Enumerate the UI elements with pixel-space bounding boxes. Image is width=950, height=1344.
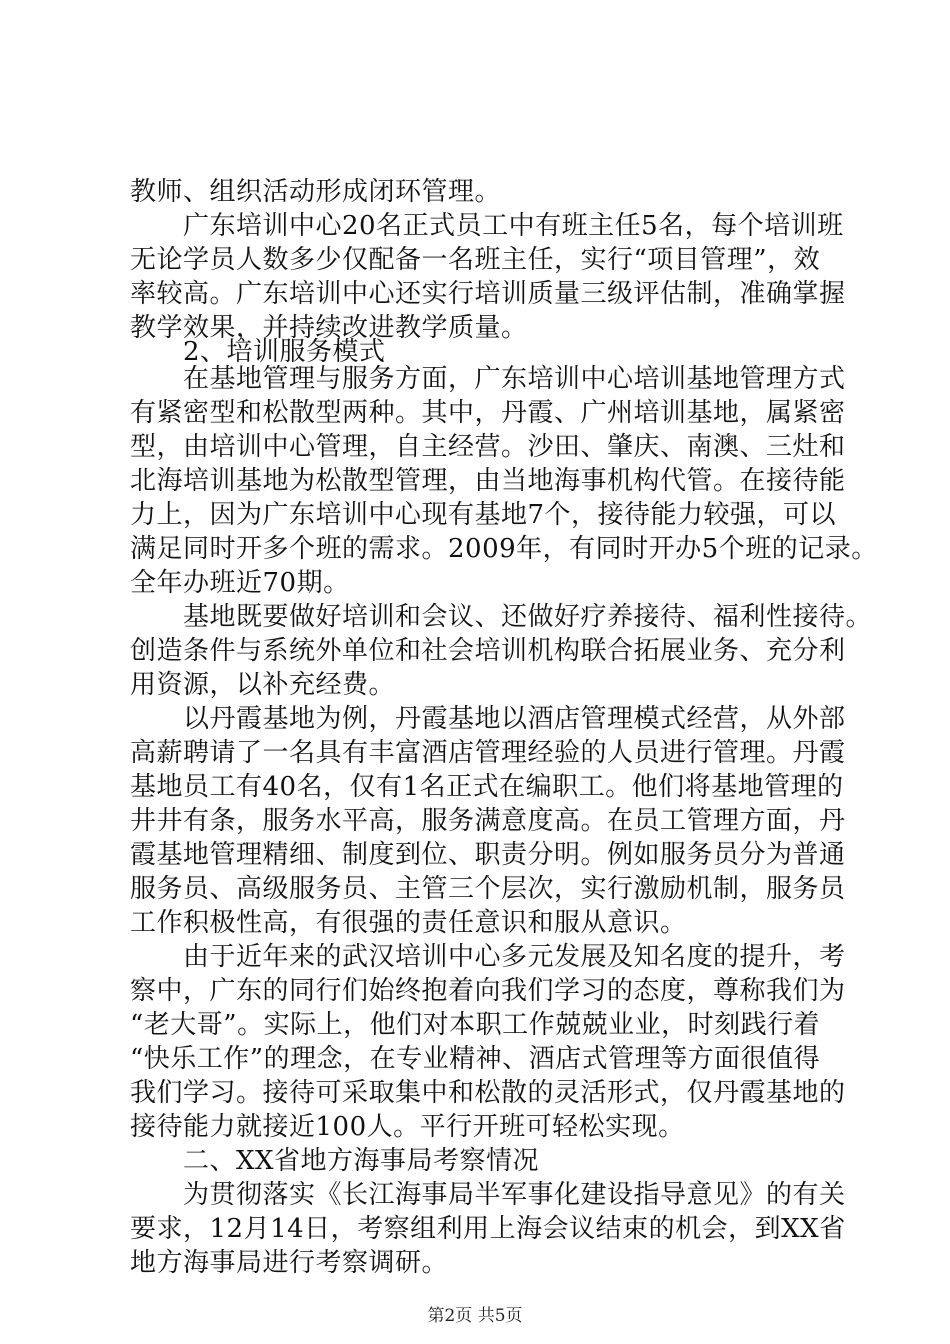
text-line: 率较高。广东培训中心还实行培训质量三级评估制，准确掌握 — [130, 279, 846, 309]
text-line: 为贯彻落实《长江海事局半军事化建设指导意见》的有关 — [183, 1180, 846, 1210]
text-line: 北海培训基地为松散型管理，由当地海事机构代管。在接待能 — [130, 466, 846, 496]
text-line: 广东培训中心20名正式员工中有班主任5名，每个培训班 — [183, 211, 844, 241]
text-line: 全年办班近70期。 — [130, 568, 350, 598]
text-line: 井井有条，服务水平高，服务满意度高。在员工管理方面，丹 — [130, 806, 846, 836]
text-line: 用资源，以补充经费。 — [130, 670, 396, 700]
text-line: 要求，12月14日，考察组利用上海会议结束的机会，到XX省 — [130, 1214, 846, 1244]
text-line: 创造条件与系统外单位和社会培训机构联合拓展业务、充分利 — [130, 636, 846, 666]
text-line: “老大哥”。实际上，他们对本职工作兢兢业业，时刻践行着 — [130, 1010, 821, 1040]
text-line: 以丹霞基地为例，丹霞基地以酒店管理模式经营，从外部 — [183, 704, 846, 734]
text-line: 由于近年来的武汉培训中心多元发展及知名度的提升，考 — [183, 942, 846, 972]
text-line: 基地既要做好培训和会议、还做好疗养接待、福利性接待。 — [183, 602, 873, 632]
text-line: 接待能力就接近100人。平行开班可轻松实现。 — [130, 1112, 685, 1142]
page-number-footer: 第2页 共5页 — [427, 1306, 523, 1326]
text-line: 教师、组织活动形成闭环管理。 — [130, 177, 502, 207]
text-line: 在基地管理与服务方面，广东培训中心培训基地管理方式 — [183, 364, 846, 394]
text-line: 我们学习。接待可采取集中和松散的灵活形式，仅丹霞基地的 — [130, 1078, 846, 1108]
text-line: 工作积极性高，有很强的责任意识和服从意识。 — [130, 908, 687, 938]
text-line: 无论学员人数多少仅配备一名班主任，实行“项目管理”，效 — [130, 245, 821, 275]
text-line: 基地员工有40名，仅有1名正式在编职工。他们将基地管理的 — [130, 772, 844, 802]
text-line: 力上，因为广东培训中心现有基地7个，接待能力较强，可以 — [130, 500, 837, 530]
text-line: 地方海事局进行考察调研。 — [130, 1248, 449, 1278]
section-heading: 2、培训服务模式 — [183, 337, 386, 367]
text-line: 察中，广东的同行们始终抱着向我们学习的态度，尊称我们为 — [130, 976, 846, 1006]
text-line: 型，由培训中心管理，自主经营。沙田、肇庆、南澳、三灶和 — [130, 432, 846, 462]
text-line: “快乐工作”的理念，在专业精神、酒店式管理等方面很值得 — [130, 1044, 821, 1074]
text-line: 满足同时开多个班的需求。2009年，有同时开办5个班的记录。 — [130, 534, 878, 564]
text-line: 有紧密型和松散型两种。其中，丹霞、广州培训基地，属紧密 — [130, 398, 846, 428]
text-line: 服务员、高级服务员、主管三个层次，实行激励机制，服务员 — [130, 874, 846, 904]
text-line: 教学效果，并持续改进教学质量。 — [130, 313, 528, 343]
section-heading: 二、XX省地方海事局考察情况 — [183, 1146, 540, 1176]
text-line: 霞基地管理精细、制度到位、职责分明。例如服务员分为普通 — [130, 840, 846, 870]
text-line: 高薪聘请了一名具有丰富酒店管理经验的人员进行管理。丹霞 — [130, 738, 846, 768]
